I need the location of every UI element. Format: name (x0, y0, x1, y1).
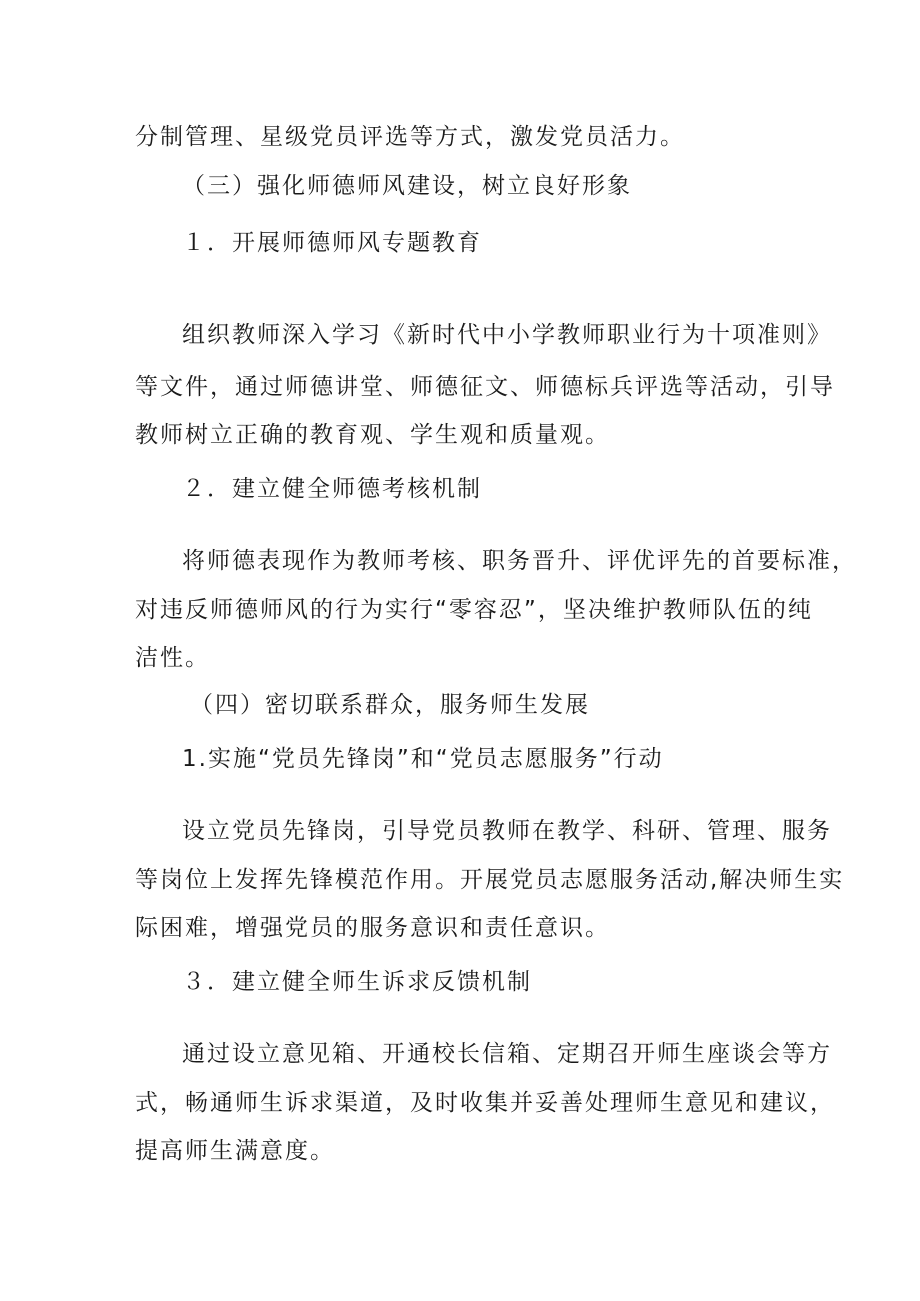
section-3-item-2-line-1: 将师德表现作为教师考核、职务晋升、评优评先的首要标准， (182, 548, 857, 574)
section-4-item-1-title: 1.实施“党员先锋岗”和“党员志愿服务”行动 (182, 746, 664, 772)
section-4-item-3-line-2: 式，畅通师生诉求渠道，及时收集并妥善处理师生意见和建议， (135, 1090, 835, 1116)
section-3-item-1-line-2: 等文件，通过师德讲堂、师德征文、师德标兵评选等活动，引导 (135, 374, 835, 400)
section-3-item-2-title: ２．建立健全师德考核机制 (182, 476, 482, 502)
section-4-item-3-title: ３．建立健全师生诉求反馈机制 (182, 969, 532, 995)
section-3-item-1-line-1: 组织教师深入学习《新时代中小学教师职业行为十项准则》 (182, 322, 832, 348)
section-3-item-1-title: １．开展师德师风专题教育 (182, 230, 482, 256)
paragraph-continuation: 分制管理、星级党员评选等方式，激发党员活力。 (135, 124, 685, 150)
section-3-item-2-line-3: 洁性。 (135, 645, 210, 671)
section-4-item-3-line-1: 通过设立意见箱、开通校长信箱、定期召开师生座谈会等方 (182, 1041, 832, 1067)
section-4-item-1-line-3: 际困难，增强党员的服务意识和责任意识。 (135, 915, 610, 941)
section-4-item-1-line-2: 等岗位上发挥先锋模范作用。开展党员志愿服务活动,解决师生实 (135, 867, 845, 893)
section-3-heading: （三）强化师德师风建设，树立良好形象 (182, 173, 632, 199)
section-4-item-1-line-1: 设立党员先锋岗，引导党员教师在教学、科研、管理、服务 (182, 818, 832, 844)
section-3-item-1-line-3: 教师树立正确的教育观、学生观和质量观。 (135, 422, 610, 448)
section-3-item-2-line-2: 对违反师德师风的行为实行“零容忍”，坚决维护教师队伍的纯 (135, 597, 813, 623)
section-4-heading: （四）密切联系群众，服务师生发展 (190, 692, 590, 718)
section-4-item-3-line-3: 提高师生满意度。 (135, 1138, 335, 1164)
